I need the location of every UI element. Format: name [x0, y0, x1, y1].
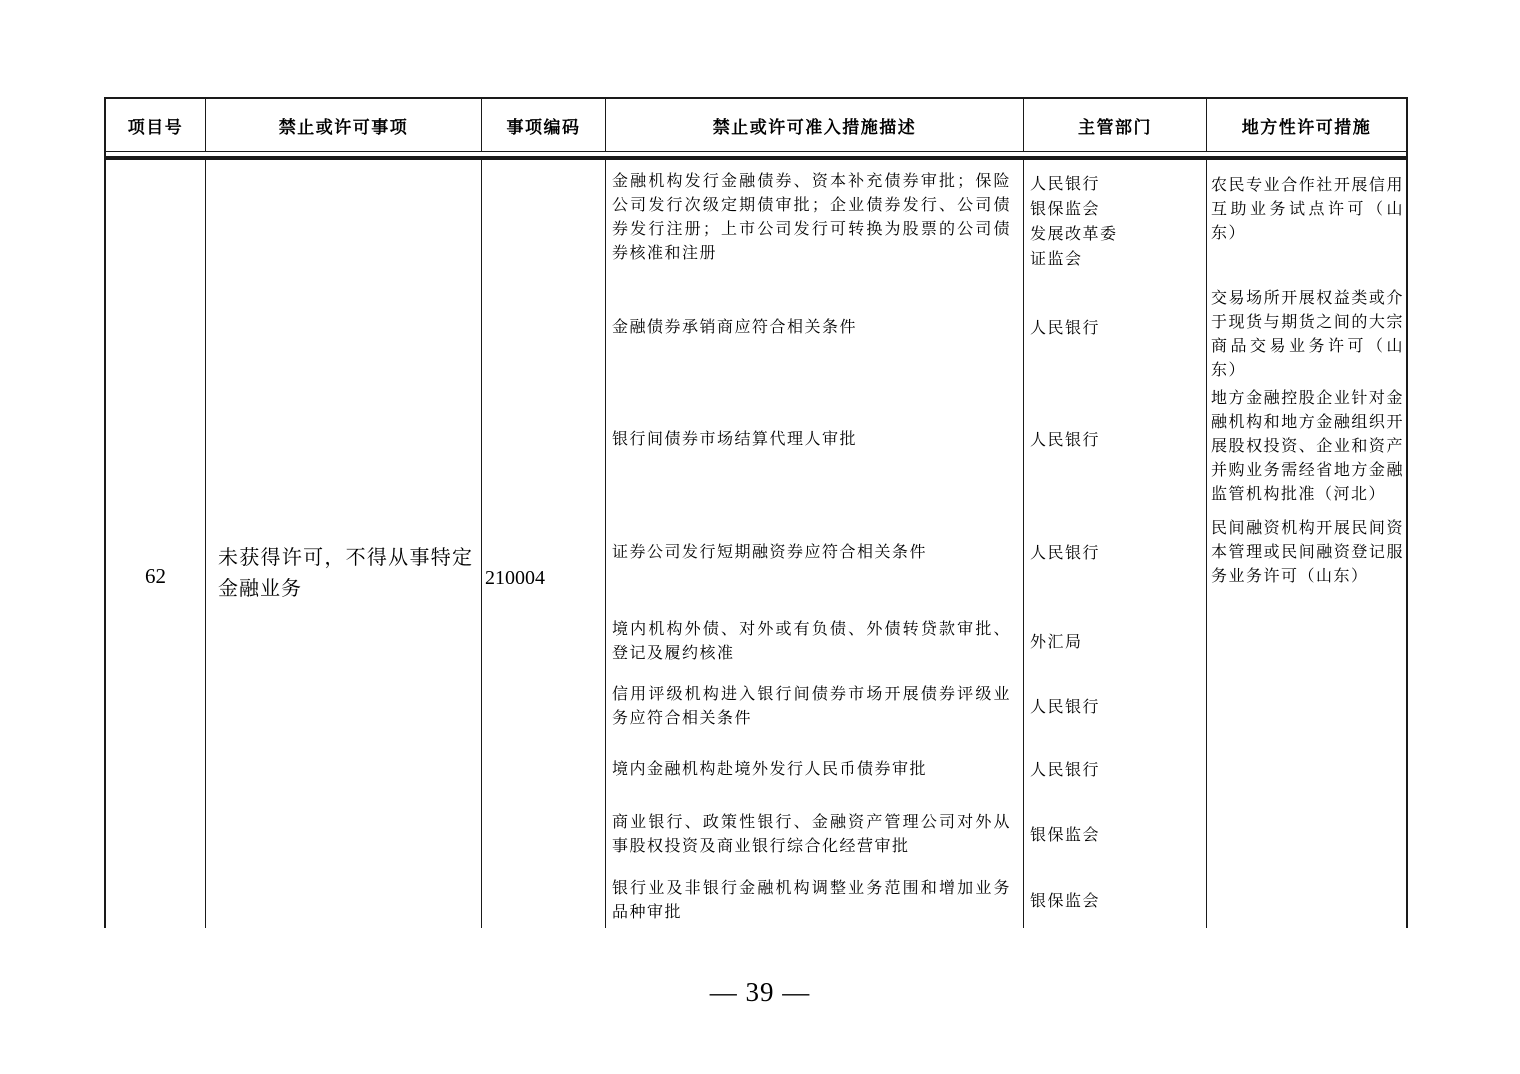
- header-item-no: 项目号: [106, 99, 206, 152]
- cell-matter: [206, 160, 482, 928]
- measure-department: [1030, 889, 1202, 914]
- department-name: 人民银行: [1030, 431, 1101, 449]
- matter-text: 未获得许可，不得从事特定金融业务: [218, 546, 473, 600]
- measure-description: 信用评级机构进入银行间债券市场开展债券评级业务应符合相关条件: [612, 685, 1011, 727]
- access-measures-table: [104, 97, 1408, 928]
- department-name: 人民银行: [1030, 698, 1101, 716]
- department-name: 银保监会: [1030, 892, 1101, 910]
- department-name: 人民银行: [1030, 175, 1101, 193]
- cell-code: [482, 160, 606, 928]
- header-matter: 禁止或许可事项: [206, 99, 482, 152]
- header-department: 主管部门: [1024, 99, 1207, 152]
- measure-description: 金融债券承销商应符合相关条件: [612, 318, 858, 336]
- cell-departments: [1024, 160, 1207, 928]
- table-row: [106, 160, 1406, 928]
- local-measure: 民间融资机构开展民间资本管理或民间融资登记服务业务许可（山东）: [1211, 519, 1404, 585]
- department-name: 银保监会: [1030, 826, 1101, 844]
- cell-measure-descriptions: [606, 160, 1024, 928]
- header-local-measure: 地方性许可措施: [1207, 99, 1406, 152]
- measure-department: [1030, 758, 1202, 783]
- measure-description: 金融机构发行金融债券、资本补充债券审批；保险公司发行次级定期债审批；企业债券发行、公司债券发行注册；上市公司发行可转换为股票的公司债券核准和注册: [612, 172, 1011, 262]
- header-code: 事项编码: [482, 99, 606, 152]
- measure-description: 境内金融机构赴境外发行人民币债券审批: [612, 760, 928, 778]
- department-name: 人民银行: [1030, 544, 1101, 562]
- department-name: 人民银行: [1030, 319, 1101, 337]
- measure-description: 商业银行、政策性银行、金融资产管理公司对外从事股权投资及商业银行综合化经营审批: [612, 813, 1011, 855]
- header-measure-desc: 禁止或许可准入措施描述: [606, 99, 1024, 152]
- local-measure: 地方金融控股企业针对金融机构和地方金融组织开展股权投资、企业和资产并购业务需经省地方金融监管机构批准（河北）: [1211, 389, 1404, 503]
- department-name: 外汇局: [1030, 633, 1083, 651]
- measure-department: [1030, 823, 1202, 848]
- measure-description: 银行间债券市场结算代理人审批: [612, 430, 858, 448]
- measure-description: 银行业及非银行金融机构调整业务范围和增加业务品种审批: [612, 879, 1011, 921]
- item-no-value: 62: [145, 563, 166, 588]
- local-measure: 交易场所开展权益类或介于现货与期货之间的大宗商品交易业务许可（山东）: [1211, 289, 1404, 379]
- measure-department: [1030, 316, 1202, 341]
- table-header-row: [106, 99, 1406, 152]
- measure-department: [1030, 172, 1202, 272]
- department-name: 发展改革委: [1030, 225, 1118, 243]
- header-separator-rule: [106, 152, 1406, 160]
- cell-local-measures: [1207, 160, 1406, 928]
- department-name: 银保监会: [1030, 200, 1101, 218]
- measure-department: [1030, 695, 1202, 720]
- measure-description: 境内机构外债、对外或有负债、外债转贷款审批、登记及履约核准: [612, 620, 1011, 662]
- page-number: — 39 —: [709, 977, 811, 1007]
- measure-department: [1030, 428, 1202, 453]
- local-measure: 农民专业合作社开展信用互助业务试点许可（山东）: [1211, 176, 1404, 242]
- department-name: 证监会: [1030, 250, 1083, 268]
- department-name: 人民银行: [1030, 761, 1101, 779]
- code-value: 210004: [485, 566, 545, 589]
- measure-department: [1030, 541, 1202, 566]
- measure-description: 证券公司发行短期融资券应符合相关条件: [612, 543, 928, 561]
- cell-item-no: [106, 160, 206, 928]
- measure-department: [1030, 630, 1202, 655]
